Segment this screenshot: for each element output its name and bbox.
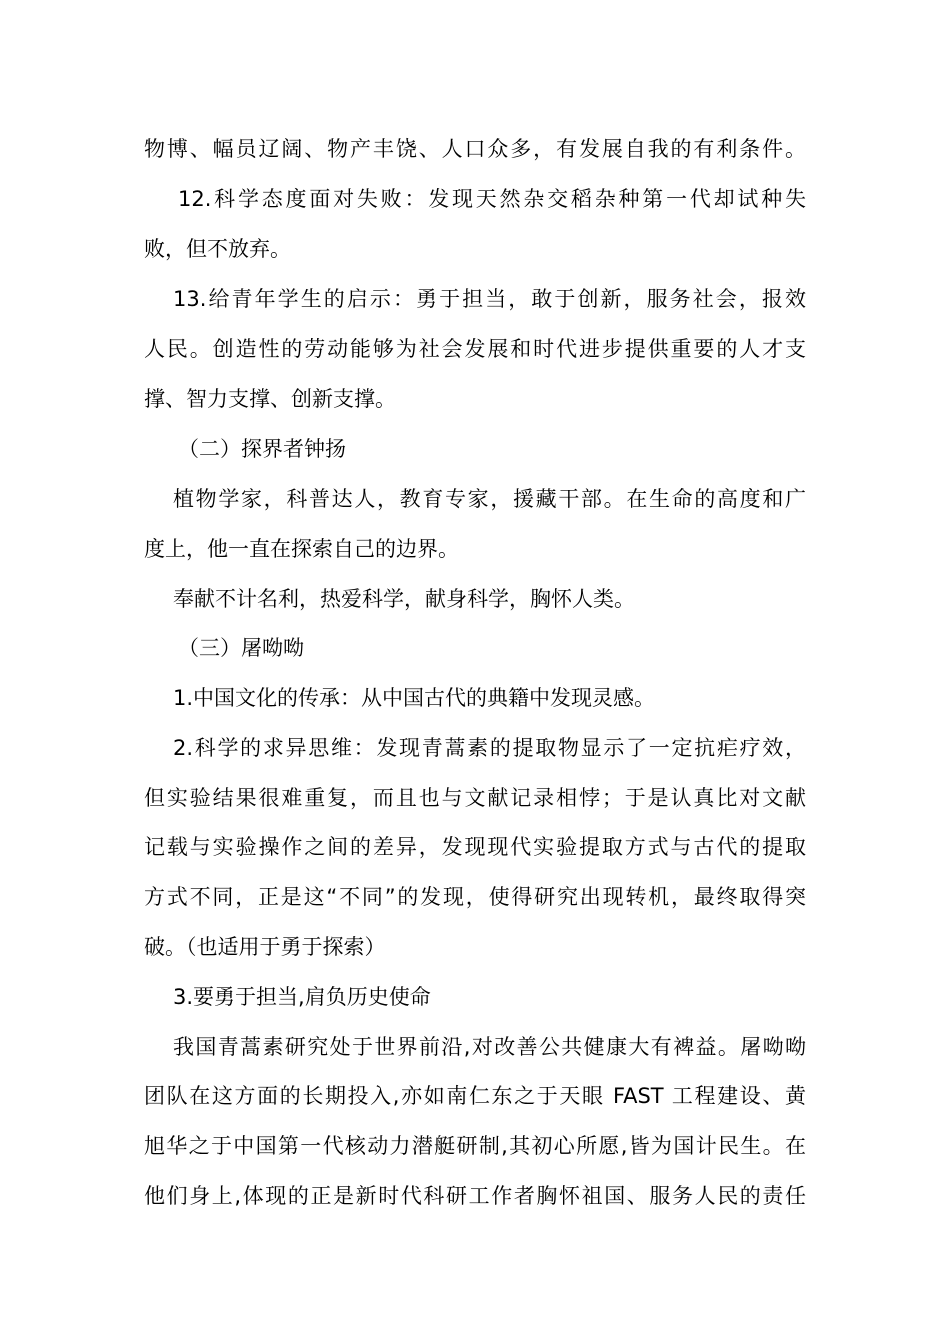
text-line: 奉献不计名利，热爱科学，献身科学，胸怀人类。: [173, 587, 635, 611]
text-line: 12.科学态度面对失败：发现天然杂交稻杂种第一代却试种失: [178, 187, 806, 211]
text-line: 方式不同，正是这“不同”的发现，使得研究出现转机，最终取得突: [144, 885, 806, 909]
text-line: 旭华之于中国第一代核动力潜艇研制,其初心所愿,皆为国计民生。在: [144, 1134, 806, 1158]
section-heading: （二）探界者钟扬: [178, 437, 346, 461]
text-line: 度上，他一直在探索自己的边界。: [144, 537, 459, 561]
text-line: 物博、幅员辽阔、物产丰饶、人口众多，有发展自我的有利条件。: [144, 137, 806, 161]
text-line: 但实验结果很难重复，而且也与文献记录相悖；于是认真比对文献: [144, 786, 806, 810]
text-line: 13.给青年学生的启示：勇于担当，敢于创新，服务社会，报效: [173, 287, 806, 311]
text-line: 3.要勇于担当,肩负历史使命: [173, 985, 431, 1009]
text-line: 败，但不放弃。: [144, 237, 291, 261]
section-heading: （三）屠呦呦: [178, 636, 304, 660]
text-line: 人民。创造性的劳动能够为社会发展和时代进步提供重要的人才支: [144, 337, 806, 361]
text-line: 我国青蒿素研究处于世界前沿,对改善公共健康大有裨益。屠呦呦: [173, 1035, 806, 1059]
text-line: 破。（也适用于勇于探索）: [144, 935, 386, 959]
text-line: 撑、智力支撑、创新支撑。: [144, 387, 396, 411]
text-line: 2.科学的求异思维：发现青蒿素的提取物显示了一定抗疟疗效，: [173, 736, 806, 760]
text-line: 植物学家，科普达人，教育专家，援藏干部。在生命的高度和广: [173, 487, 806, 511]
text-line: 他们身上,体现的正是新时代科研工作者胸怀祖国、服务人民的责任: [144, 1184, 806, 1208]
text-line: 团队在这方面的长期投入,亦如南仁东之于天眼 FAST 工程建设、黄: [144, 1084, 806, 1108]
text-line: 1.中国文化的传承：从中国古代的典籍中发现灵感。: [173, 686, 656, 710]
text-line: 记载与实验操作之间的差异，发现现代实验提取方式与古代的提取: [144, 835, 806, 859]
